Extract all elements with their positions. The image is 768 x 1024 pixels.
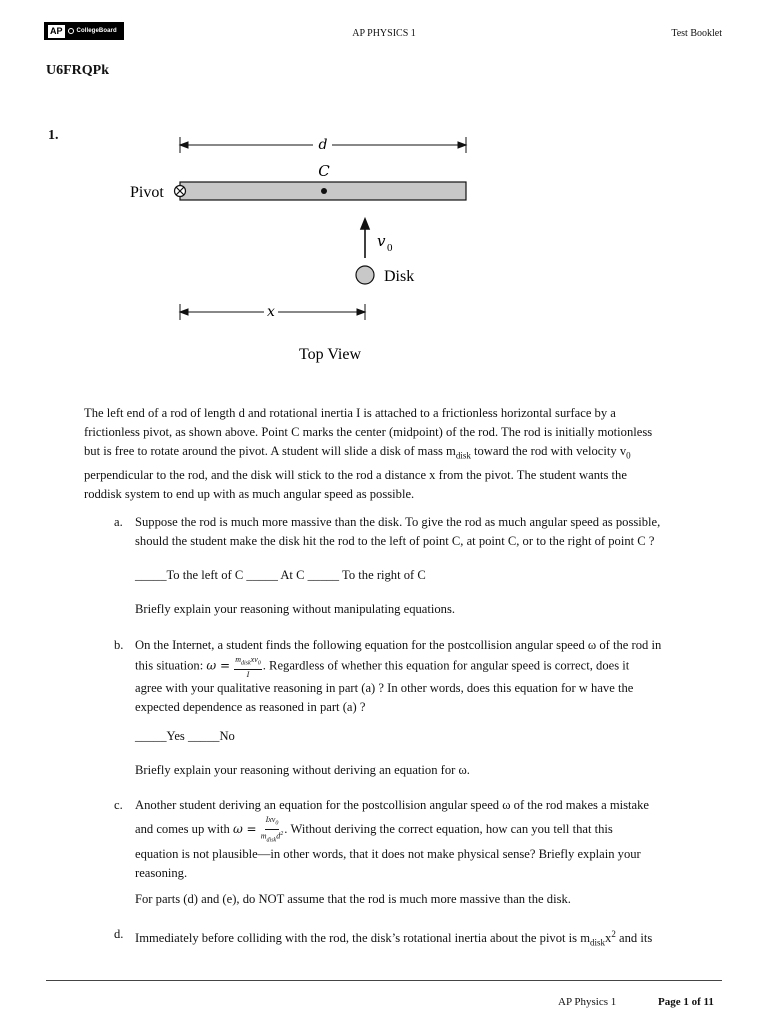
part-b-fraction: $\frac{m_{disk}xv_0}{I}$ xyxy=(235,655,261,679)
intro-line-2: frictionless pivot, as shown above. Point C marks the center (midpoint) of the rod. The rod is initially motionless xyxy=(84,425,653,439)
ap-logo-text: AP xyxy=(50,25,63,36)
disk xyxy=(356,266,374,284)
part-b-options[interactable]: _____Yes _____No xyxy=(135,729,235,743)
collegeboard-logo-text: CollegeBoard xyxy=(76,28,117,34)
intro-line-5: roddisk system to end up with as much angular speed as possible. xyxy=(84,486,415,501)
page-number: Page 1 of 11 xyxy=(658,996,714,1008)
footer-divider xyxy=(46,980,722,981)
part-b-explain: Briefly explain your reasoning without deriving an equation for ω. xyxy=(135,763,470,777)
c-label: C xyxy=(318,162,330,180)
part-c-letter: c. xyxy=(114,798,123,812)
intro-paragraph xyxy=(84,404,724,504)
header-title: AP PHYSICS 1 xyxy=(352,28,416,39)
pivot-icon xyxy=(175,186,186,197)
part-a-options[interactable]: _____To the left of C _____ At C _____ To the right of C xyxy=(135,568,426,582)
document-code: U6FRQPk xyxy=(46,63,109,78)
part-b-letter: b. xyxy=(114,638,124,652)
header-right-label: Test Booklet xyxy=(671,28,722,39)
velocity-arrow xyxy=(361,219,369,258)
d-label: d xyxy=(318,137,328,153)
center-point xyxy=(321,188,327,194)
v-subscript: 0 xyxy=(387,242,393,254)
disk-label: Disk xyxy=(384,268,415,285)
rod-disk-diagram xyxy=(128,130,508,370)
part-c-note: For parts (d) and (e), do NOT assume that the rod is much more massive than the disk. xyxy=(135,892,571,906)
part-c-equation-line: and comes up with ω = $\frac{Ixv_0}{m_{disk}d^2}$ . Without deriving the correct equation, how can you tell that this xyxy=(135,815,613,843)
part-c-fraction: $\frac{Ixv_0}{m_{disk}d^2}$ xyxy=(260,815,284,843)
part-b-equation-line: this situation: ω = $\frac{m_{disk}xv_0}{I}$ . Regardless of whether this equation for angular speed is correct, does it xyxy=(135,655,630,679)
v-label: v xyxy=(377,232,386,250)
intro-line-3: but is free to rotate around the pivot. A student will slide a disk of mass $m_{disk}$ toward the rod with velocity $v_0$ xyxy=(84,444,631,461)
part-a-explain: Briefly explain your reasoning without manipulating equations. xyxy=(135,602,456,616)
intro-line-4: perpendicular to the rod, and the disk will stick to the rod a distance x from the pivot. The student wants the xyxy=(84,467,627,482)
part-c-question: Another student deriving an equation for the postcollision angular speed ω of the rod makes a mistake and comes up with ω = $\frac{Ixv_0}{m_{disk}d^2}$ . Without deriving the correct equation, how can you tell that this equation is not plausible—in other words, that it does not make physical sense? Briefly explain your reasoning. xyxy=(135,796,725,883)
part-a-letter: a. xyxy=(114,515,123,529)
intro-line-1: The left end of a rod of length d and rotational inertia I is attached to a frictionless horizontal surface by a xyxy=(84,406,616,420)
part-a-question: Suppose the rod is much more massive than the disk. To give the rod as much angular speed as possible, should the student make the disk hit the rod to the left of point C, at point C, or to the right of point C ? xyxy=(135,515,661,548)
top-view-label: Top View xyxy=(298,346,362,363)
part-d-letter: d. xyxy=(114,927,124,941)
pivot-label: Pivot xyxy=(130,184,164,201)
part-d-question: Immediately before colliding with the rod, the disk’s rotational inertia about the pivot is $m_{disk}x^2$ and its xyxy=(135,929,653,948)
part-b-question: On the Internet, a student finds the following equation for the postcollision angular speed ω of the rod in this situation: ω = $\frac{m_{disk}xv_0}{I}$ . Regardless of whether this equation for angular speed is correct, does it agree with your qualitative reasoning in part (a) ? In other words, does this equation for w have the expected dependence as reasoned in part (a) ? xyxy=(135,636,725,717)
question-number: 1. xyxy=(48,128,59,143)
x-label: x xyxy=(267,304,275,320)
footer-course: AP Physics 1 xyxy=(558,996,617,1008)
